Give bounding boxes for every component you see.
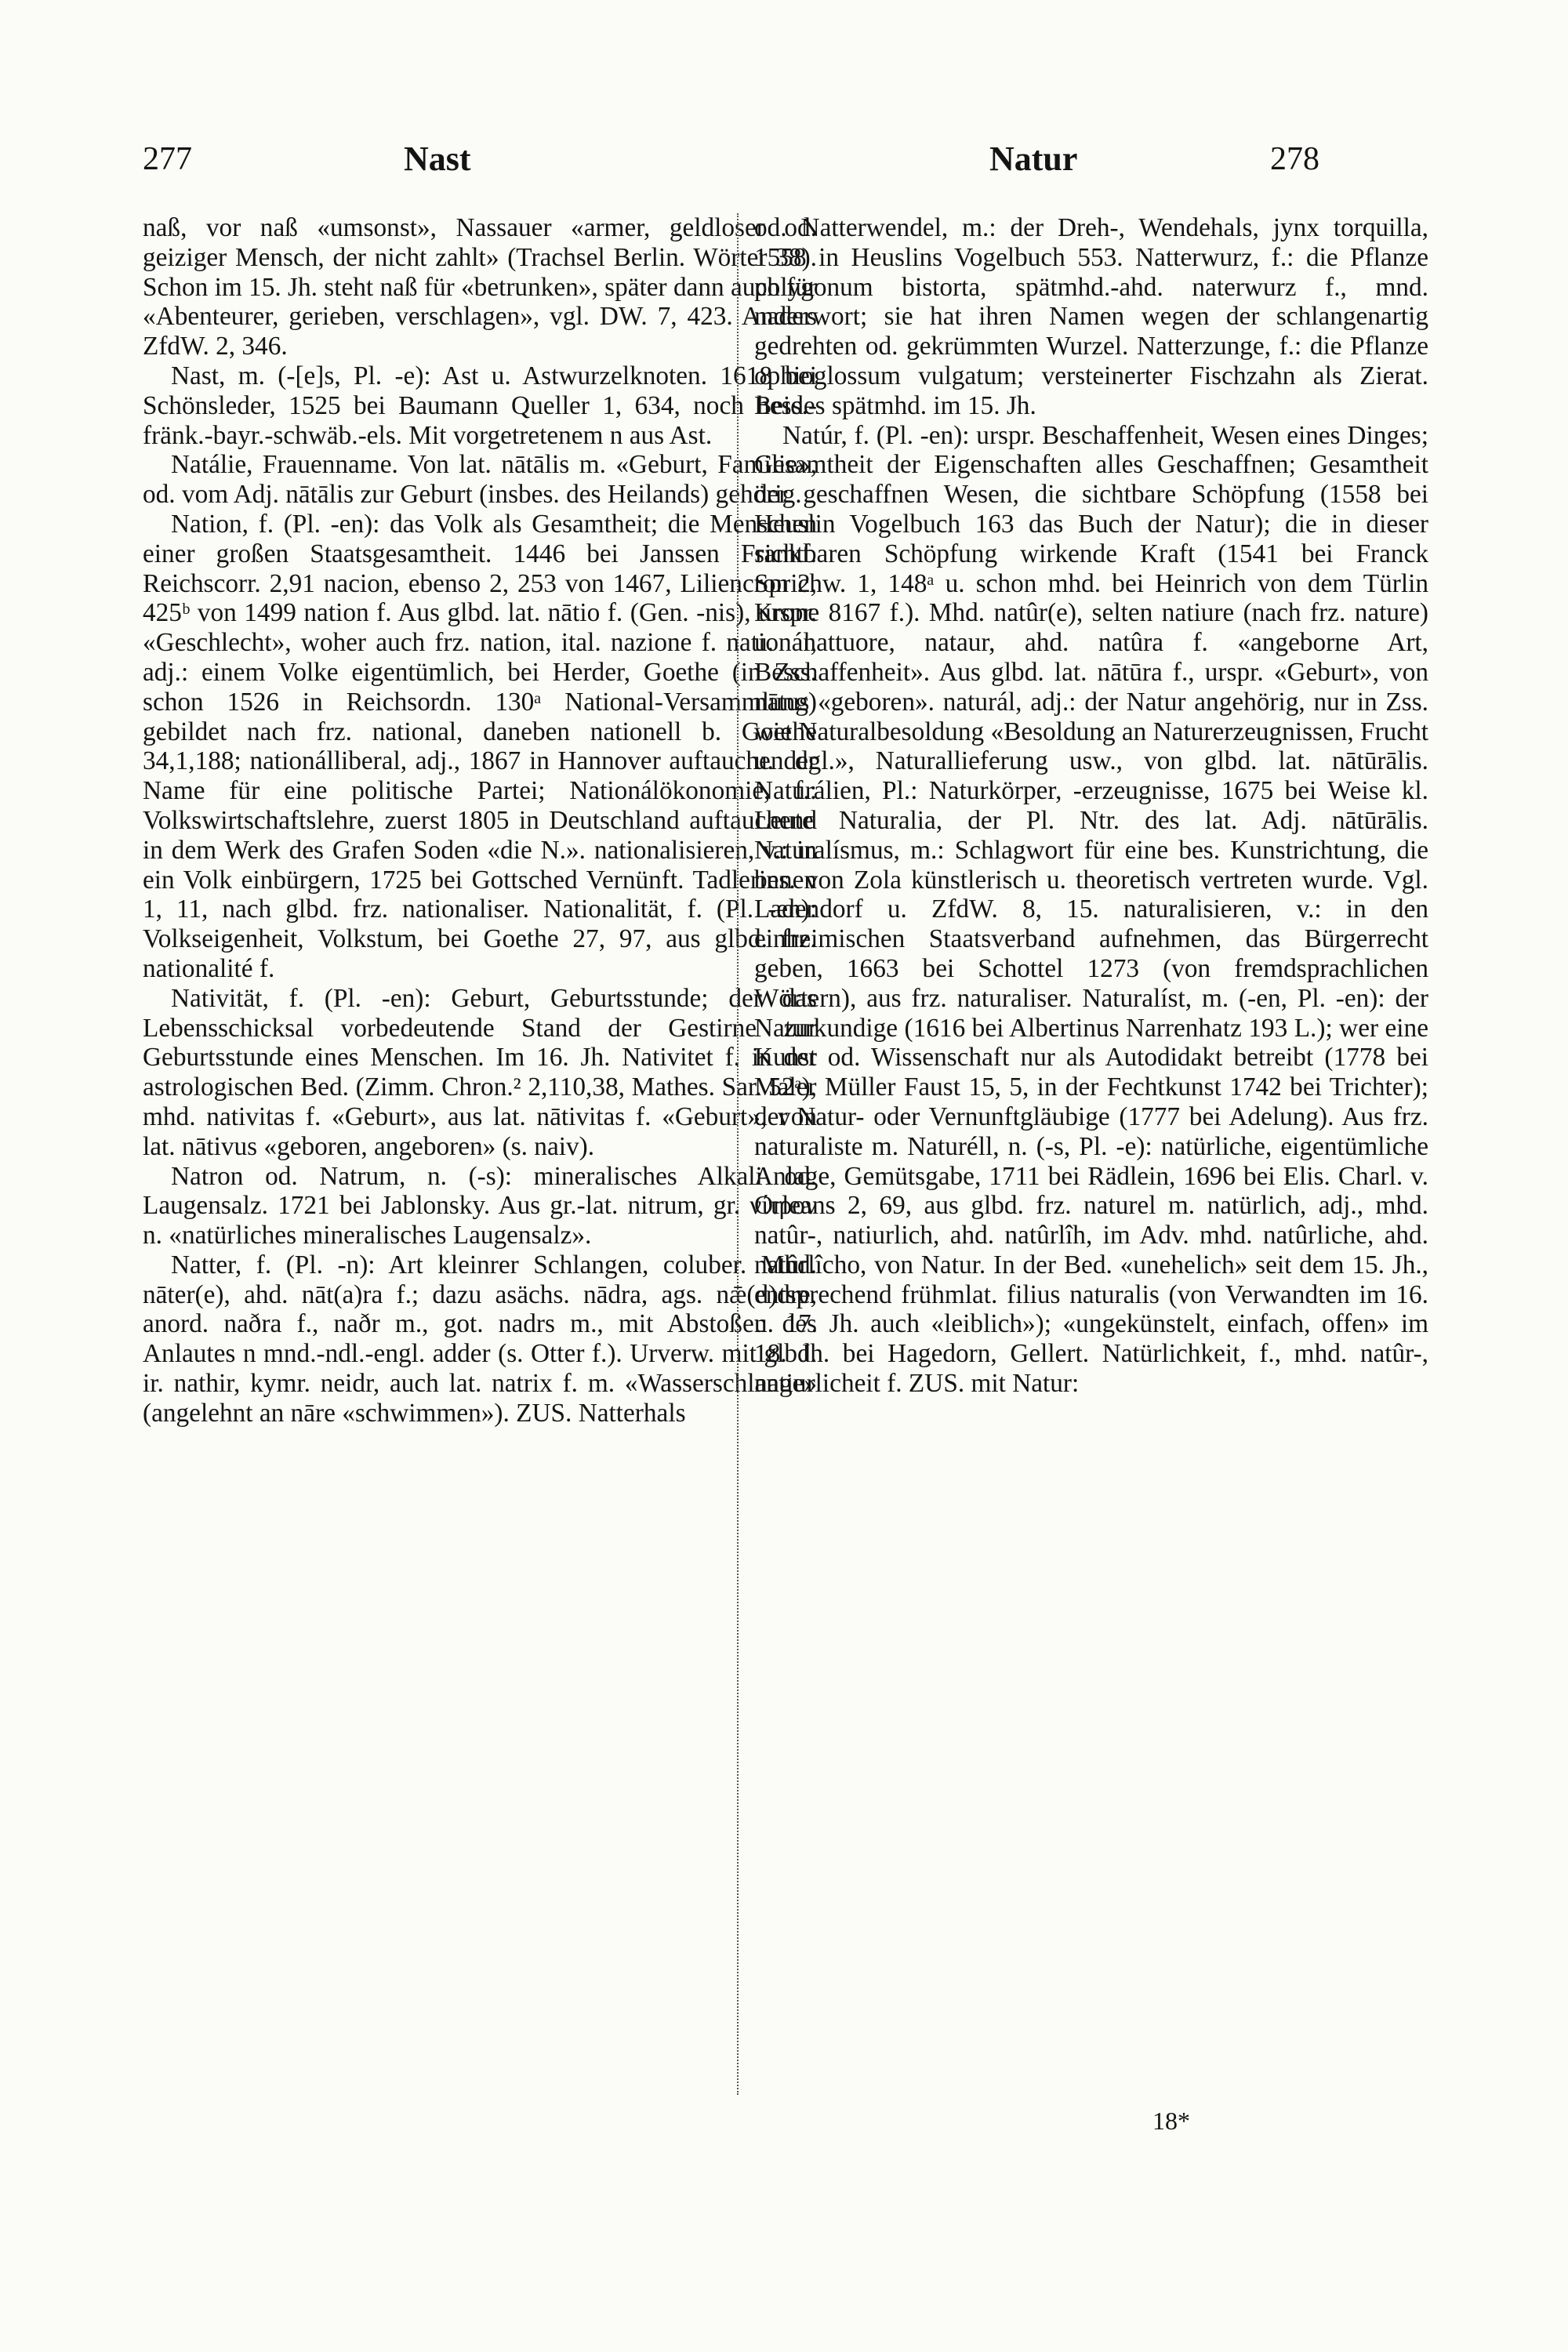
signature-mark: 18* [1152, 2107, 1190, 2135]
entry-nation: Nation, f. (Pl. -en): das Volk als Gesamtheit; die Menschen einer großen Staatsgesamtheit. 1446 bei Janssen Frankf. Reichscorr. 2,91 nacion, ebenso 2, 253 von 1467, Liliencron 2, 425ᵇ von 1499 nation f. Aus glbd. lat. nātio f. (Gen. -nis), urspr. «Geschlecht», woher auch frz. nation, ital. nazione f. nationál, adj.: einem Volke eigentümlich, bei Herder, Goethe (in Zss. schon 1526 in Reichsordn. 130ᵃ National-Versammlung) gebildet nach frz. national, daneben nationell b. Goethe 34,1,188; nationálliberal, adj., 1867 in Hannover auftauchender Name für eine politische Partei; Nationálökonomie, f.: Volkswirtschaftslehre, zuerst 1805 in Deutschland auftauchend in dem Werk des Grafen Soden «die N.». nationalisieren, v.: in ein Volk einbürgern, 1725 bei Gottsched Vernünft. Tadlerinnen 1, 11, nach glbd. frz. nationaliser. Nationalität, f. (Pl. -en): Volkseigenheit, Volkstum, bei Goethe 27, 97, aus glbd. frz. nationalité f. [143, 509, 817, 983]
right-column [754, 213, 1428, 2095]
entry-text: od. Natterwendel, m.: der Dreh-, Wendehals, jynx torquilla, 1558 in Heuslins Vogelbuch 553. Natterwurz, f.: die Pflanze polygonum bistorta, spätmhd.-ahd. naterwurz f., mnd. naderwort; sie hat ihren Namen wegen der schlangenartig gedrehten od. gekrümmten Wurzel. Natterzunge, f.: die Pflanze ophioglossum vulgatum; versteinerter Fischzahn als Zierat. Beides spätmhd. im 15. Jh. [754, 213, 1428, 420]
left-column [143, 213, 817, 2095]
entry-natur: Natúr, f. (Pl. -en): urspr. Beschaffenheit, Wesen eines Dinges; Gesamtheit der Eigenschaften alles Geschaffnen; Gesamtheit der geschaffnen Wesen, die sichtbare Schöpfung (1558 bei Heuslin Vogelbuch 163 das Buch der Natur); die in dieser sichtbaren Schöpfung wirkende Kraft (1541 bei Franck Sprichw. 1, 148ᵃ u. schon mhd. bei Heinrich von dem Türlin Krone 8167 f.). Mhd. natûr(e), selten natiure (nach frz. nature) u. nattuore, nataur, ahd. natûra f. «angeborne Art, Beschaffenheit». Aus glbd. lat. nātūra f., urspr. «Geburt», von nātus «geboren». naturál, adj.: der Natur angehörig, nur in Zss. wie Naturalbesoldung «Besoldung an Naturerzeugnissen, Frucht u. dgl.», Naturallieferung usw., von glbd. lat. nātūrālis. Naturálien, Pl.: Naturkörper, -erzeugnisse, 1675 bei Weise kl. Leute Naturalia, der Pl. Ntr. des lat. Adj. nātūrālis. Naturalísmus, m.: Schlagwort für eine bes. Kunstrichtung, die bes. von Zola künstlerisch u. theoretisch vertreten wurde. Vgl. Ladendorf u. ZfdW. 8, 15. naturalisieren, v.: in den einheimischen Staatsverband aufnehmen, das Bürgerrecht geben, 1663 bei Schottel 1273 (von fremdsprachlichen Wörtern), aus frz. naturaliser. Naturalíst, m. (-en, Pl. -en): der Naturkundige (1616 bei Albertinus Narrenhatz 193 L.); wer eine Kunst od. Wissenschaft nur als Autodidakt betreibt (1778 bei Maler Müller Faust 15, 5, in der Fechtkunst 1742 bei Trichter); der Natur- oder Vernunftgläubige (1777 bei Adelung). Aus frz. naturaliste m. Naturéll, n. (-s, Pl. -e): natürliche, eigentümliche Anlage, Gemütsgabe, 1711 bei Rädlein, 1696 bei Elis. Charl. v. Orleans 2, 69, aus glbd. frz. naturel m. natürlich, adj., mhd. natûr-, natiurlich, ahd. natûrlîh, im Adv. mhd. natûrliche, ahd. natûrlîcho, von Natur. In der Bed. «unehelich» seit dem 15. Jh., entsprechend frühmlat. filius naturalis (von Verwandten im 16. u. 17. Jh. auch «leiblich»); «ungekünstelt, einfach, offen» im 18. Jh. bei Hagedorn, Gellert. Natürlichkeit, f., mhd. natûr-, natiurlicheit f. ZUS. mit Natur: [754, 420, 1428, 1399]
left-running-headword: Nast [404, 140, 471, 178]
left-page-number: 277 [143, 141, 192, 177]
entry-natalie: Natálie, Frauenname. Von lat. nātālis m. «Geburt, Familie», od. vom Adj. nātālis zur Geburt (insbes. des Heilands) gehörig. [143, 450, 817, 510]
entry-natter: Natter, f. (Pl. -n): Art kleinrer Schlangen, coluber. Mhd. nāter(e), ahd. nāt(a)ra f.; dazu asächs. nādra, ags. nǣ(d)dre, anord. naðra f., naðr m., got. nadrs m., mit Abstoßen des Anlautes n mnd.-ndl.-engl. adder (s. Otter f.). Urverw. mit glbd. ir. nathir, kymr. neidr, auch lat. natrix f. m. «Wasserschlange» (angelehnt an nāre «schwimmen»). ZUS. Natterhals [143, 1250, 817, 1428]
entry-text: naß, vor naß «umsonst», Nassauer «armer, geldloser od. geiziger Mensch, der nicht zahlt» (Trachsel Berlin. Wörter 38). Schon im 15. Jh. steht naß für «betrunken», später dann auch für «Abenteurer, gerieben, verschlagen», vgl. DW. 7, 423. Anders ZfdW. 2, 346. [143, 213, 817, 361]
entry-nativitaet: Nativität, f. (Pl. -en): Geburt, Geburtsstunde; der das Lebensschicksal vorbedeutende Stand der Gestirne zur Geburtsstunde eines Menschen. Im 16. Jh. Nativitet f. in der astrologischen Bed. (Zimm. Chron.² 2,110,38, Mathes. Sar. 52ᵃ), mhd. nativitas f. «Geburt», aus lat. nātivitas f. «Geburt», von lat. nātivus «geboren, angeboren» (s. naiv). [143, 983, 817, 1161]
entry-natron: Natron od. Natrum, n. (-s): mineralisches Alkali od. Laugensalz. 1721 bei Jablonsky. Aus gr.-lat. nitrum, gr. νίτρον n. «natürliches mineralisches Laugensalz». [143, 1161, 817, 1250]
right-running-headword: Natur [989, 140, 1078, 178]
right-page-number: 278 [1270, 141, 1319, 177]
column-divider [737, 213, 739, 2095]
entry-nast: Nast, m. (-[e]s, Pl. -e): Ast u. Astwurzelknoten. 1618 bei Schönsleder, 1525 bei Baumann Queller 1, 634, noch hess.-fränk.-bayr.-schwäb.-els. Mit vorgetretenem n aus Ast. [143, 361, 817, 450]
